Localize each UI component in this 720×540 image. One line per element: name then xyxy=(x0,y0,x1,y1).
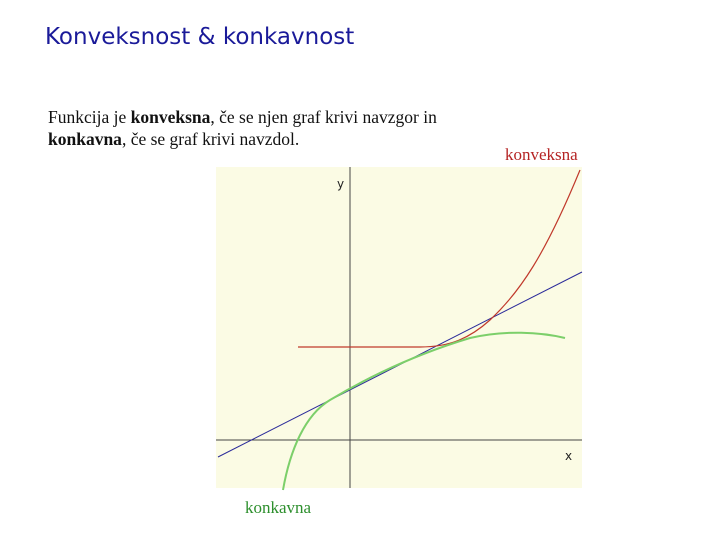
term-concave: konkavna xyxy=(48,129,122,149)
concave-label: konkavna xyxy=(245,498,312,517)
x-axis-label: x xyxy=(565,449,573,463)
text-part-1: Funkcija je xyxy=(48,107,131,127)
y-axis-label: y xyxy=(337,177,345,191)
convex-label: konveksna xyxy=(505,145,578,164)
text-part-3: , če se graf krivi navzdol. xyxy=(121,129,300,149)
slide-title: Konveksnost & konkavnost xyxy=(45,24,355,50)
term-convex: konveksna xyxy=(130,107,211,127)
text-part-2: , če se njen graf krivi navzgor in xyxy=(210,107,437,127)
